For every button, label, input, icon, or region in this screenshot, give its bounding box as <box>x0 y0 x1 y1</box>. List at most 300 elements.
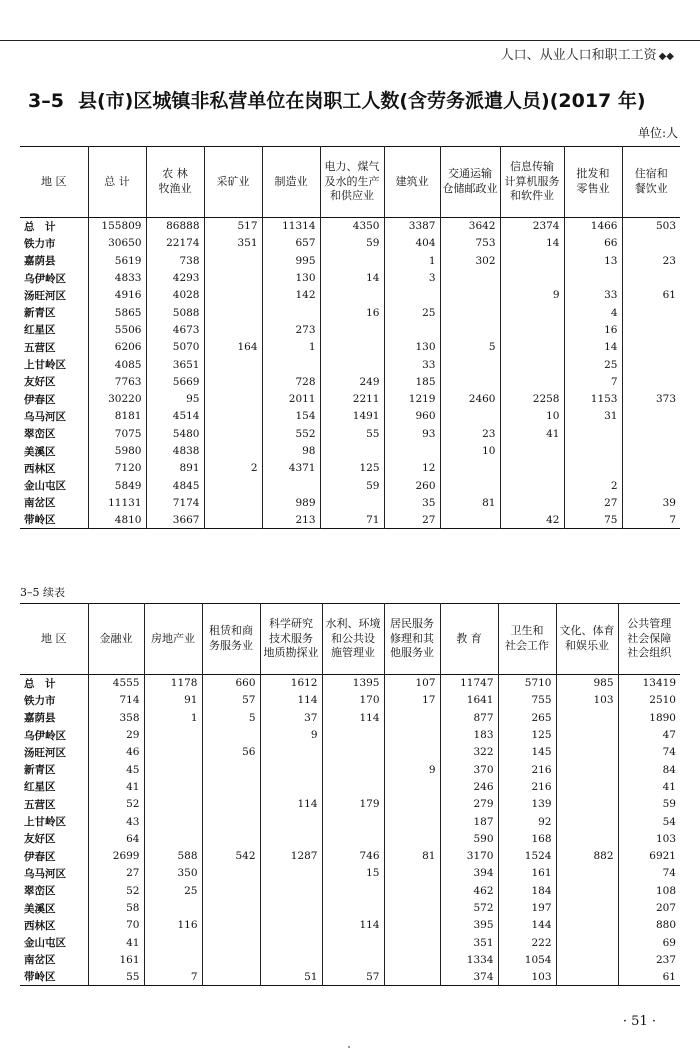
table-row <box>20 744 680 761</box>
table-cell: 59 <box>618 796 680 813</box>
table-cell: 42 <box>500 512 564 529</box>
table-cell: 1153 <box>564 390 622 407</box>
table-row <box>20 442 680 459</box>
table-row <box>20 934 680 951</box>
table-cell: 738 <box>146 252 204 269</box>
table-cell: 5088 <box>146 304 204 321</box>
table-cell: 14 <box>564 339 622 356</box>
table-cell <box>322 813 384 830</box>
table-cell: 2 <box>564 477 622 494</box>
table-cell <box>622 304 680 321</box>
table-cell: 30220 <box>88 390 146 407</box>
table-cell: 58 <box>88 899 144 916</box>
table-cell: 74 <box>618 744 680 761</box>
table-cell <box>556 882 618 899</box>
table-cell: 4916 <box>88 287 146 304</box>
region-name: 红星区 <box>24 324 56 337</box>
table-cell <box>500 339 564 356</box>
table-cell <box>622 321 680 338</box>
table-cell <box>204 494 262 511</box>
table-cell <box>622 356 680 373</box>
table-cell <box>260 934 322 951</box>
table-cell: 164 <box>204 339 262 356</box>
table-cell: 552 <box>262 425 320 442</box>
table-cell: 23 <box>622 252 680 269</box>
section-title: 人口、从业人口和职工工资 <box>500 48 657 63</box>
table-2 <box>20 603 680 986</box>
table-cell <box>440 512 500 529</box>
table-row <box>20 709 680 726</box>
table-cell <box>260 917 322 934</box>
column-header: 地 区 <box>41 631 67 645</box>
table-cell: 5506 <box>88 321 146 338</box>
table-cell: 103 <box>618 830 680 847</box>
table-cell: 45 <box>88 761 144 778</box>
table-cell: 350 <box>144 865 202 882</box>
region-name: 金山屯区 <box>24 937 66 950</box>
table-cell: 145 <box>498 744 556 761</box>
table-cell: 12 <box>384 460 440 477</box>
table-cell: 2011 <box>262 390 320 407</box>
table-cell <box>144 899 202 916</box>
table-cell: 4833 <box>88 269 146 286</box>
table-cell: 3642 <box>440 218 500 235</box>
table-cell <box>556 778 618 795</box>
table-cell: 249 <box>320 373 384 390</box>
table-cell: 7120 <box>88 460 146 477</box>
table-cell <box>260 865 322 882</box>
table-cell: 56 <box>202 744 260 761</box>
table-row <box>20 830 680 847</box>
table-cell: 5849 <box>88 477 146 494</box>
table-cell: 14 <box>500 235 564 252</box>
column-header: 信息传输 计算机服务 和软件业 <box>500 147 564 218</box>
header-rule <box>0 0 700 41</box>
table-cell: 15 <box>322 865 384 882</box>
table-cell <box>204 321 262 338</box>
table-cell: 86888 <box>146 218 204 235</box>
table-cell <box>262 477 320 494</box>
region-name: 五营区 <box>24 798 56 811</box>
table-cell: 10 <box>500 408 564 425</box>
table-row <box>20 796 680 813</box>
table-cell <box>622 460 680 477</box>
table-cell: 98 <box>262 442 320 459</box>
table-cell: 31 <box>564 408 622 425</box>
table-cell: 657 <box>262 235 320 252</box>
table-cell: 13419 <box>618 675 680 692</box>
table-cell <box>500 442 564 459</box>
table-cell <box>204 442 262 459</box>
region-name: 红星区 <box>24 781 56 794</box>
table-cell: 25 <box>144 882 202 899</box>
table-cell: 183 <box>440 726 498 743</box>
table-cell: 3667 <box>146 512 204 529</box>
region-name: 铁力市 <box>24 237 56 250</box>
table-cell <box>204 304 262 321</box>
table-cell: 41 <box>500 425 564 442</box>
table-cell <box>500 269 564 286</box>
table-cell <box>622 477 680 494</box>
table-cell: 2211 <box>320 390 384 407</box>
table-row <box>20 951 680 968</box>
table-cell <box>384 899 440 916</box>
table-cell: 207 <box>618 899 680 916</box>
table-cell <box>204 356 262 373</box>
table-cell <box>322 899 384 916</box>
region-name: 伊春区 <box>24 393 56 406</box>
table-cell: 107 <box>384 675 440 692</box>
table-cell: 17 <box>384 692 440 709</box>
table-cell: 23 <box>440 425 500 442</box>
table-cell: 5710 <box>498 675 556 692</box>
table-row <box>20 692 680 709</box>
page-title <box>28 86 678 113</box>
table-cell: 542 <box>202 847 260 864</box>
table-cell: 41 <box>88 934 144 951</box>
table-row <box>20 287 680 304</box>
table-cell: 130 <box>262 269 320 286</box>
table-cell <box>556 951 618 968</box>
table-cell: 168 <box>498 830 556 847</box>
table-cell <box>500 477 564 494</box>
table-cell: 91 <box>144 692 202 709</box>
table-cell: 2374 <box>500 218 564 235</box>
table-row <box>20 425 680 442</box>
table-cell: 995 <box>262 252 320 269</box>
table-cell <box>202 899 260 916</box>
table-cell: 185 <box>384 373 440 390</box>
table-cell: 960 <box>384 408 440 425</box>
table-cell: 394 <box>440 865 498 882</box>
table-cell <box>384 744 440 761</box>
table-cell: 9 <box>500 287 564 304</box>
column-header: 房地产业 <box>144 604 202 675</box>
region-name: 乌伊岭区 <box>24 729 66 742</box>
table-row <box>20 917 680 934</box>
table-cell: 5865 <box>88 304 146 321</box>
table-cell: 35 <box>384 494 440 511</box>
region-name: 伊春区 <box>24 850 56 863</box>
table-cell <box>440 269 500 286</box>
table-cell: 4293 <box>146 269 204 286</box>
table-cell: 130 <box>384 339 440 356</box>
table-cell: 125 <box>498 726 556 743</box>
region-name: 南岔区 <box>24 954 56 967</box>
region-name: 美溪区 <box>24 902 56 915</box>
column-header: 建筑业 <box>384 147 440 218</box>
table-cell <box>500 494 564 511</box>
column-header: 采矿业 <box>204 147 262 218</box>
table-cell: 39 <box>622 494 680 511</box>
table-row <box>20 969 680 986</box>
table-cell <box>202 934 260 951</box>
total-row <box>20 218 680 235</box>
table-row <box>20 390 680 407</box>
table-cell <box>440 408 500 425</box>
table-cell <box>260 744 322 761</box>
table-cell: 161 <box>498 865 556 882</box>
table-cell: 55 <box>88 969 144 986</box>
table-cell <box>384 917 440 934</box>
region-name: 南岔区 <box>24 497 56 510</box>
table-cell: 3387 <box>384 218 440 235</box>
table-cell: 84 <box>618 761 680 778</box>
table-cell: 14 <box>320 269 384 286</box>
table-cell <box>500 252 564 269</box>
table-cell: 728 <box>262 373 320 390</box>
column-header: 电力、煤气 及水的生产 和供应业 <box>320 147 384 218</box>
table-cell <box>204 373 262 390</box>
region-name: 铁力市 <box>24 694 56 707</box>
table-cell <box>260 761 322 778</box>
table-cell: 222 <box>498 934 556 951</box>
table-cell: 6921 <box>618 847 680 864</box>
table-cell: 1641 <box>440 692 498 709</box>
table-cell: 1178 <box>144 675 202 692</box>
table-cell <box>384 796 440 813</box>
table-cell: 155809 <box>88 218 146 235</box>
table-cell: 351 <box>204 235 262 252</box>
table-cell: 74 <box>618 865 680 882</box>
table-cell: 114 <box>260 692 322 709</box>
table-cell <box>384 321 440 338</box>
table-cell: 4514 <box>146 408 204 425</box>
table-row <box>20 726 680 743</box>
table-cell <box>320 339 384 356</box>
table-cell: 59 <box>320 477 384 494</box>
column-header: 公共管理 社会保障 社会组织 <box>618 604 680 675</box>
table-cell: 322 <box>440 744 498 761</box>
table-row <box>20 460 680 477</box>
table-row <box>20 847 680 864</box>
table-cell <box>556 830 618 847</box>
table-row <box>20 512 680 529</box>
table-cell <box>202 813 260 830</box>
table-cell: 660 <box>202 675 260 692</box>
table-cell: 877 <box>440 709 498 726</box>
region-name: 乌伊岭区 <box>24 272 66 285</box>
table-cell <box>322 744 384 761</box>
table-cell: 4838 <box>146 442 204 459</box>
column-header: 制造业 <box>262 147 320 218</box>
table-cell: 197 <box>498 899 556 916</box>
table-cell <box>322 761 384 778</box>
table-cell: 1054 <box>498 951 556 968</box>
table-cell: 374 <box>440 969 498 986</box>
table-cell: 395 <box>440 917 498 934</box>
table-cell: 246 <box>440 778 498 795</box>
table-cell: 11131 <box>88 494 146 511</box>
column-header: 交通运输 仓储邮政业 <box>440 147 500 218</box>
table-cell: 11747 <box>440 675 498 692</box>
table-cell <box>202 726 260 743</box>
unit-label: 单位:人 <box>637 126 678 140</box>
table-cell <box>202 865 260 882</box>
page-number: · 51 · <box>622 1014 656 1029</box>
table-cell <box>202 951 260 968</box>
table-cell <box>500 373 564 390</box>
continued-label: 3–5 续表 <box>20 586 65 599</box>
table-row <box>20 813 680 830</box>
table-cell <box>384 882 440 899</box>
data-table-1 <box>20 146 680 529</box>
table-cell: 302 <box>440 252 500 269</box>
table-cell <box>202 796 260 813</box>
region-name: 带岭区 <box>24 514 56 527</box>
column-header: 总 计 <box>88 147 146 218</box>
table-cell <box>202 778 260 795</box>
table-cell <box>260 813 322 830</box>
table-cell <box>144 951 202 968</box>
table-cell: 351 <box>440 934 498 951</box>
table-cell: 22174 <box>146 235 204 252</box>
table-cell: 187 <box>440 813 498 830</box>
table-cell: 4028 <box>146 287 204 304</box>
table-cell <box>144 761 202 778</box>
table-cell <box>320 442 384 459</box>
table-cell <box>500 321 564 338</box>
table-cell <box>202 761 260 778</box>
table-cell: 7174 <box>146 494 204 511</box>
table-cell: 7 <box>144 969 202 986</box>
table-row <box>20 408 680 425</box>
table-cell <box>384 709 440 726</box>
table-cell: 404 <box>384 235 440 252</box>
table-cell: 1466 <box>564 218 622 235</box>
table-cell: 216 <box>498 778 556 795</box>
table-cell <box>440 287 500 304</box>
table-cell: 1890 <box>618 709 680 726</box>
table-cell <box>204 269 262 286</box>
table-cell <box>144 796 202 813</box>
table-row <box>20 252 680 269</box>
column-header: 文化、体育 和娱乐业 <box>556 604 618 675</box>
table-cell: 5480 <box>146 425 204 442</box>
total-row <box>20 675 680 692</box>
region-name: 翠峦区 <box>24 885 56 898</box>
table-cell <box>260 830 322 847</box>
region-name: 西林区 <box>24 919 56 932</box>
table-cell <box>322 830 384 847</box>
table-cell <box>204 425 262 442</box>
column-header: 农 林 牧渔业 <box>146 147 204 218</box>
table-cell <box>384 934 440 951</box>
table-cell <box>384 442 440 459</box>
table-cell: 27 <box>564 494 622 511</box>
table-cell <box>556 899 618 916</box>
column-header: 教 育 <box>440 604 498 675</box>
table-cell: 1 <box>144 709 202 726</box>
table-cell: 279 <box>440 796 498 813</box>
table-cell: 41 <box>618 778 680 795</box>
region-name: 美溪区 <box>24 445 56 458</box>
table-cell: 81 <box>384 847 440 864</box>
table-cell: 755 <box>498 692 556 709</box>
table-cell: 5 <box>202 709 260 726</box>
table-cell: 4845 <box>146 477 204 494</box>
table-cell: 503 <box>622 218 680 235</box>
table-cell <box>622 425 680 442</box>
table-cell <box>440 373 500 390</box>
table-cell <box>320 252 384 269</box>
table-cell <box>556 726 618 743</box>
table-cell <box>144 744 202 761</box>
table-cell: 714 <box>88 692 144 709</box>
column-header: 批发和 零售业 <box>564 147 622 218</box>
table-cell: 462 <box>440 882 498 899</box>
table-cell: 25 <box>384 304 440 321</box>
table-cell <box>204 287 262 304</box>
table-row <box>20 339 680 356</box>
table-cell <box>320 494 384 511</box>
table-row <box>20 761 680 778</box>
table-cell: 5669 <box>146 373 204 390</box>
table-cell <box>144 726 202 743</box>
table-cell <box>202 917 260 934</box>
table-cell: 93 <box>384 425 440 442</box>
table-cell <box>322 934 384 951</box>
table-cell: 1334 <box>440 951 498 968</box>
table-row <box>20 865 680 882</box>
table-cell <box>260 778 322 795</box>
table-cell: 184 <box>498 882 556 899</box>
column-header: 住宿和 餐饮业 <box>622 147 680 218</box>
table-cell: 213 <box>262 512 320 529</box>
region-name: 友好区 <box>24 833 56 846</box>
table-cell: 139 <box>498 796 556 813</box>
table-cell: 2258 <box>500 390 564 407</box>
table-cell: 5619 <box>88 252 146 269</box>
print-dot <box>348 1046 350 1048</box>
table-cell: 70 <box>88 917 144 934</box>
region-name: 汤旺河区 <box>24 289 66 302</box>
table-cell <box>440 460 500 477</box>
region-name: 总 计 <box>24 677 56 690</box>
table-cell: 55 <box>320 425 384 442</box>
table-cell: 880 <box>618 917 680 934</box>
table-cell <box>384 813 440 830</box>
table-cell <box>622 408 680 425</box>
table-cell <box>564 269 622 286</box>
table-cell: 16 <box>564 321 622 338</box>
table-cell <box>202 969 260 986</box>
table-cell: 8181 <box>88 408 146 425</box>
table-cell: 237 <box>618 951 680 968</box>
table-cell <box>384 726 440 743</box>
table-cell <box>556 813 618 830</box>
table-cell: 95 <box>146 390 204 407</box>
table-cell: 265 <box>498 709 556 726</box>
table-cell <box>556 969 618 986</box>
table-cell: 7763 <box>88 373 146 390</box>
table-cell: 4555 <box>88 675 144 692</box>
table-cell <box>204 390 262 407</box>
table-cell: 358 <box>88 709 144 726</box>
table-cell <box>262 304 320 321</box>
table-cell: 4673 <box>146 321 204 338</box>
table-row <box>20 304 680 321</box>
table-cell: 57 <box>202 692 260 709</box>
table-cell <box>262 356 320 373</box>
table-cell: 161 <box>88 951 144 968</box>
table-row <box>20 882 680 899</box>
table-cell: 66 <box>564 235 622 252</box>
table-cell: 7075 <box>88 425 146 442</box>
table-cell <box>320 321 384 338</box>
region-name: 嘉荫县 <box>24 255 56 268</box>
table-cell <box>622 339 680 356</box>
